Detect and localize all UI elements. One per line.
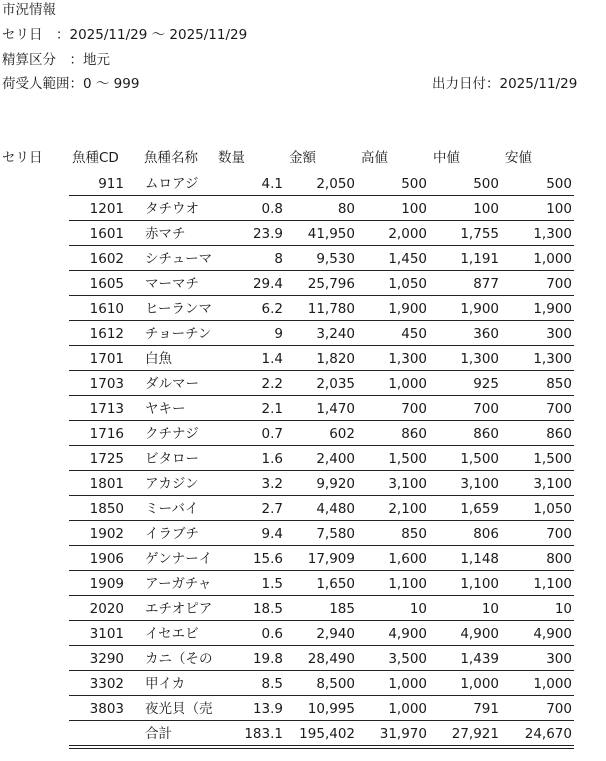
amount-cell: 2,400 <box>316 451 355 467</box>
table-row <box>0 546 606 571</box>
total-double-rule <box>69 745 574 746</box>
fish-cd-cell: 1716 <box>89 426 124 442</box>
quantity-cell: 1.4 <box>261 351 283 367</box>
total-label: 合計 <box>145 726 172 742</box>
table-row <box>0 196 606 221</box>
table-row <box>0 671 606 696</box>
mid-price-cell: 1,191 <box>460 251 499 267</box>
report-title: 市況情報 <box>2 2 56 18</box>
high-price-cell: 1,000 <box>388 701 427 717</box>
high-price-cell: 3,500 <box>388 651 427 667</box>
high-price-cell: 1,900 <box>388 301 427 317</box>
amount-cell: 185 <box>329 601 355 617</box>
mid-price-cell: 1,300 <box>460 351 499 367</box>
high-price-cell: 1,050 <box>388 276 427 292</box>
quantity-cell: 4.1 <box>261 176 283 192</box>
table-row <box>0 621 606 646</box>
amount-cell: 602 <box>329 426 355 442</box>
amount-cell: 11,780 <box>307 301 355 317</box>
table-row <box>0 596 606 621</box>
col-mid: 中値 <box>433 150 460 166</box>
high-price-cell: 1,000 <box>388 376 427 392</box>
total-row <box>0 721 606 746</box>
amount-cell: 4,480 <box>316 501 355 517</box>
fish-cd-cell: 1201 <box>89 201 124 217</box>
high-price-cell: 1,000 <box>388 676 427 692</box>
low-price-cell: 1,900 <box>533 301 572 317</box>
fish-cd-cell: 1909 <box>89 576 124 592</box>
low-price-cell: 4,900 <box>533 626 572 642</box>
seri-date-range: セリ日 ：2025/11/29 〜 2025/11/29 <box>2 27 248 43</box>
low-price-cell: 800 <box>546 551 572 567</box>
low-price-cell: 1,300 <box>533 226 572 242</box>
amount-cell: 17,909 <box>307 551 355 567</box>
fish-cd-cell: 3302 <box>89 676 124 692</box>
table-row <box>0 296 606 321</box>
table-row <box>0 371 606 396</box>
amount-cell: 25,796 <box>307 276 355 292</box>
fish-cd-cell: 3101 <box>89 626 124 642</box>
quantity-cell: 1.6 <box>261 451 283 467</box>
low-price-cell: 1,000 <box>533 676 572 692</box>
total-double-rule <box>69 748 574 749</box>
mid-price-cell: 1,500 <box>460 451 499 467</box>
quantity-cell: 3.2 <box>261 476 283 492</box>
settlement-category: 精算区分 ：地元 <box>2 52 110 68</box>
fish-name-cell: マーマチ <box>145 276 199 292</box>
high-price-cell: 10 <box>409 601 427 617</box>
fish-name-cell: クチナジ <box>145 426 199 442</box>
mid-price-cell: 791 <box>473 701 499 717</box>
mid-price-cell: 1,900 <box>460 301 499 317</box>
total-mid: 27,921 <box>451 726 499 742</box>
table-row <box>0 471 606 496</box>
high-price-cell: 860 <box>401 426 427 442</box>
mid-price-cell: 100 <box>473 201 499 217</box>
fish-cd-cell: 3803 <box>89 701 124 717</box>
fish-name-cell: アーガチャ <box>145 576 212 592</box>
table-row <box>0 496 606 521</box>
low-price-cell: 700 <box>546 401 572 417</box>
table-row <box>0 246 606 271</box>
fish-name-cell: シチューマ <box>145 251 213 267</box>
col-fish-cd: 魚種CD <box>72 150 119 166</box>
low-price-cell: 700 <box>546 526 572 542</box>
fish-cd-cell: 1605 <box>89 276 124 292</box>
amount-cell: 1,820 <box>316 351 355 367</box>
mid-price-cell: 360 <box>473 326 499 342</box>
table-row <box>0 446 606 471</box>
amount-cell: 41,950 <box>307 226 355 242</box>
table-row <box>0 171 606 196</box>
high-price-cell: 4,900 <box>388 626 427 642</box>
fish-name-cell: 夜光貝（売 <box>145 701 213 717</box>
mid-price-cell: 925 <box>473 376 499 392</box>
quantity-cell: 1.5 <box>261 576 283 592</box>
mid-price-cell: 500 <box>473 176 499 192</box>
mid-price-cell: 3,100 <box>460 476 499 492</box>
low-price-cell: 700 <box>546 276 572 292</box>
fish-name-cell: イラブチ <box>145 526 199 542</box>
fish-name-cell: ダルマー <box>145 376 199 392</box>
quantity-cell: 9 <box>274 326 283 342</box>
amount-cell: 2,035 <box>316 376 355 392</box>
fish-name-cell: チョーチン <box>145 326 212 342</box>
high-price-cell: 100 <box>401 201 427 217</box>
table-row <box>0 571 606 596</box>
low-price-cell: 300 <box>546 326 572 342</box>
fish-cd-cell: 1850 <box>89 501 124 517</box>
amount-cell: 2,050 <box>316 176 355 192</box>
table-row <box>0 221 606 246</box>
fish-cd-cell: 1601 <box>89 226 124 242</box>
fish-name-cell: ゲンナーイ <box>145 551 213 567</box>
table-row <box>0 321 606 346</box>
col-low: 安値 <box>505 150 532 166</box>
col-high: 高値 <box>361 150 388 166</box>
quantity-cell: 2.2 <box>261 376 283 392</box>
consignee-range: 荷受人範囲：0 〜 999 <box>2 76 140 92</box>
amount-cell: 80 <box>337 201 355 217</box>
low-price-cell: 3,100 <box>533 476 572 492</box>
low-price-cell: 300 <box>546 651 572 667</box>
table-row <box>0 696 606 721</box>
low-price-cell: 1,500 <box>533 451 572 467</box>
total-high: 31,970 <box>379 726 427 742</box>
mid-price-cell: 700 <box>473 401 499 417</box>
fish-name-cell: 白魚 <box>145 351 172 367</box>
fish-name-cell: アカジン <box>145 476 199 492</box>
high-price-cell: 1,100 <box>388 576 427 592</box>
mid-price-cell: 10 <box>481 601 499 617</box>
low-price-cell: 700 <box>546 701 572 717</box>
quantity-cell: 0.7 <box>261 426 283 442</box>
low-price-cell: 1,300 <box>533 351 572 367</box>
fish-name-cell: エチオピア <box>145 601 213 617</box>
table-row <box>0 346 606 371</box>
col-fish-name: 魚種名称 <box>144 150 198 166</box>
fish-cd-cell: 1703 <box>89 376 124 392</box>
quantity-cell: 13.9 <box>252 701 283 717</box>
amount-cell: 9,920 <box>316 476 355 492</box>
high-price-cell: 700 <box>401 401 427 417</box>
table-row <box>0 521 606 546</box>
low-price-cell: 10 <box>554 601 572 617</box>
high-price-cell: 3,100 <box>388 476 427 492</box>
low-price-cell: 1,000 <box>533 251 572 267</box>
mid-price-cell: 860 <box>473 426 499 442</box>
high-price-cell: 2,000 <box>388 226 427 242</box>
total-quantity: 183.1 <box>244 726 283 742</box>
fish-name-cell: ヤキー <box>145 401 186 417</box>
fish-cd-cell: 1801 <box>89 476 124 492</box>
total-low: 24,670 <box>524 726 572 742</box>
mid-price-cell: 1,439 <box>460 651 499 667</box>
fish-cd-cell: 3290 <box>89 651 124 667</box>
quantity-cell: 2.7 <box>261 501 283 517</box>
col-seri-date: セリ日 <box>2 150 43 166</box>
fish-name-cell: ヒーランマ <box>145 301 212 317</box>
fish-cd-cell: 1701 <box>89 351 124 367</box>
quantity-cell: 18.5 <box>252 601 283 617</box>
fish-cd-cell: 2020 <box>89 601 124 617</box>
fish-cd-cell: 1610 <box>89 301 124 317</box>
total-amount: 195,402 <box>299 726 355 742</box>
low-price-cell: 1,050 <box>533 501 572 517</box>
amount-cell: 2,940 <box>316 626 355 642</box>
quantity-cell: 6.2 <box>261 301 283 317</box>
mid-price-cell: 877 <box>473 276 499 292</box>
high-price-cell: 500 <box>401 176 427 192</box>
amount-cell: 9,530 <box>316 251 355 267</box>
mid-price-cell: 1,659 <box>460 501 499 517</box>
amount-cell: 1,470 <box>316 401 355 417</box>
amount-cell: 7,580 <box>316 526 355 542</box>
table-row <box>0 646 606 671</box>
output-date: 出力日付：2025/11/29 <box>432 76 578 92</box>
table-row <box>0 271 606 296</box>
fish-cd-cell: 1612 <box>89 326 124 342</box>
high-price-cell: 450 <box>401 326 427 342</box>
quantity-cell: 8.5 <box>261 676 283 692</box>
amount-cell: 1,650 <box>316 576 355 592</box>
fish-cd-cell: 1602 <box>89 251 124 267</box>
amount-cell: 3,240 <box>316 326 355 342</box>
fish-name-cell: カニ（その <box>145 651 213 667</box>
low-price-cell: 860 <box>546 426 572 442</box>
high-price-cell: 1,600 <box>388 551 427 567</box>
fish-cd-cell: 1906 <box>89 551 124 567</box>
mid-price-cell: 1,000 <box>460 676 499 692</box>
quantity-cell: 15.6 <box>252 551 283 567</box>
quantity-cell: 8 <box>274 251 283 267</box>
fish-name-cell: ビタロー <box>145 451 199 467</box>
high-price-cell: 1,450 <box>388 251 427 267</box>
fish-cd-cell: 1713 <box>89 401 124 417</box>
fish-name-cell: ミーバイ <box>145 501 199 517</box>
low-price-cell: 850 <box>546 376 572 392</box>
quantity-cell: 19.8 <box>252 651 283 667</box>
mid-price-cell: 806 <box>473 526 499 542</box>
quantity-cell: 0.8 <box>261 201 283 217</box>
table-row <box>0 421 606 446</box>
quantity-cell: 0.6 <box>261 626 283 642</box>
mid-price-cell: 1,755 <box>460 226 499 242</box>
high-price-cell: 1,500 <box>388 451 427 467</box>
amount-cell: 28,490 <box>307 651 355 667</box>
fish-cd-cell: 1902 <box>89 526 124 542</box>
low-price-cell: 100 <box>546 201 572 217</box>
quantity-cell: 23.9 <box>252 226 283 242</box>
quantity-cell: 9.4 <box>261 526 283 542</box>
fish-name-cell: ムロアジ <box>145 176 199 192</box>
mid-price-cell: 1,100 <box>460 576 499 592</box>
fish-name-cell: 赤マチ <box>145 226 186 242</box>
mid-price-cell: 4,900 <box>460 626 499 642</box>
fish-cd-cell: 1725 <box>89 451 124 467</box>
high-price-cell: 850 <box>401 526 427 542</box>
fish-name-cell: イセエビ <box>145 626 199 642</box>
amount-cell: 8,500 <box>316 676 355 692</box>
fish-name-cell: タチウオ <box>145 201 199 217</box>
quantity-cell: 2.1 <box>261 401 283 417</box>
high-price-cell: 2,100 <box>388 501 427 517</box>
low-price-cell: 500 <box>546 176 572 192</box>
quantity-cell: 29.4 <box>252 276 283 292</box>
table-row <box>0 396 606 421</box>
high-price-cell: 1,300 <box>388 351 427 367</box>
col-quantity: 数量 <box>218 150 245 166</box>
col-amount: 金額 <box>289 150 316 166</box>
mid-price-cell: 1,148 <box>460 551 499 567</box>
fish-cd-cell: 911 <box>98 176 124 192</box>
low-price-cell: 1,100 <box>533 576 572 592</box>
amount-cell: 10,995 <box>307 701 355 717</box>
fish-name-cell: 甲イカ <box>145 676 186 692</box>
